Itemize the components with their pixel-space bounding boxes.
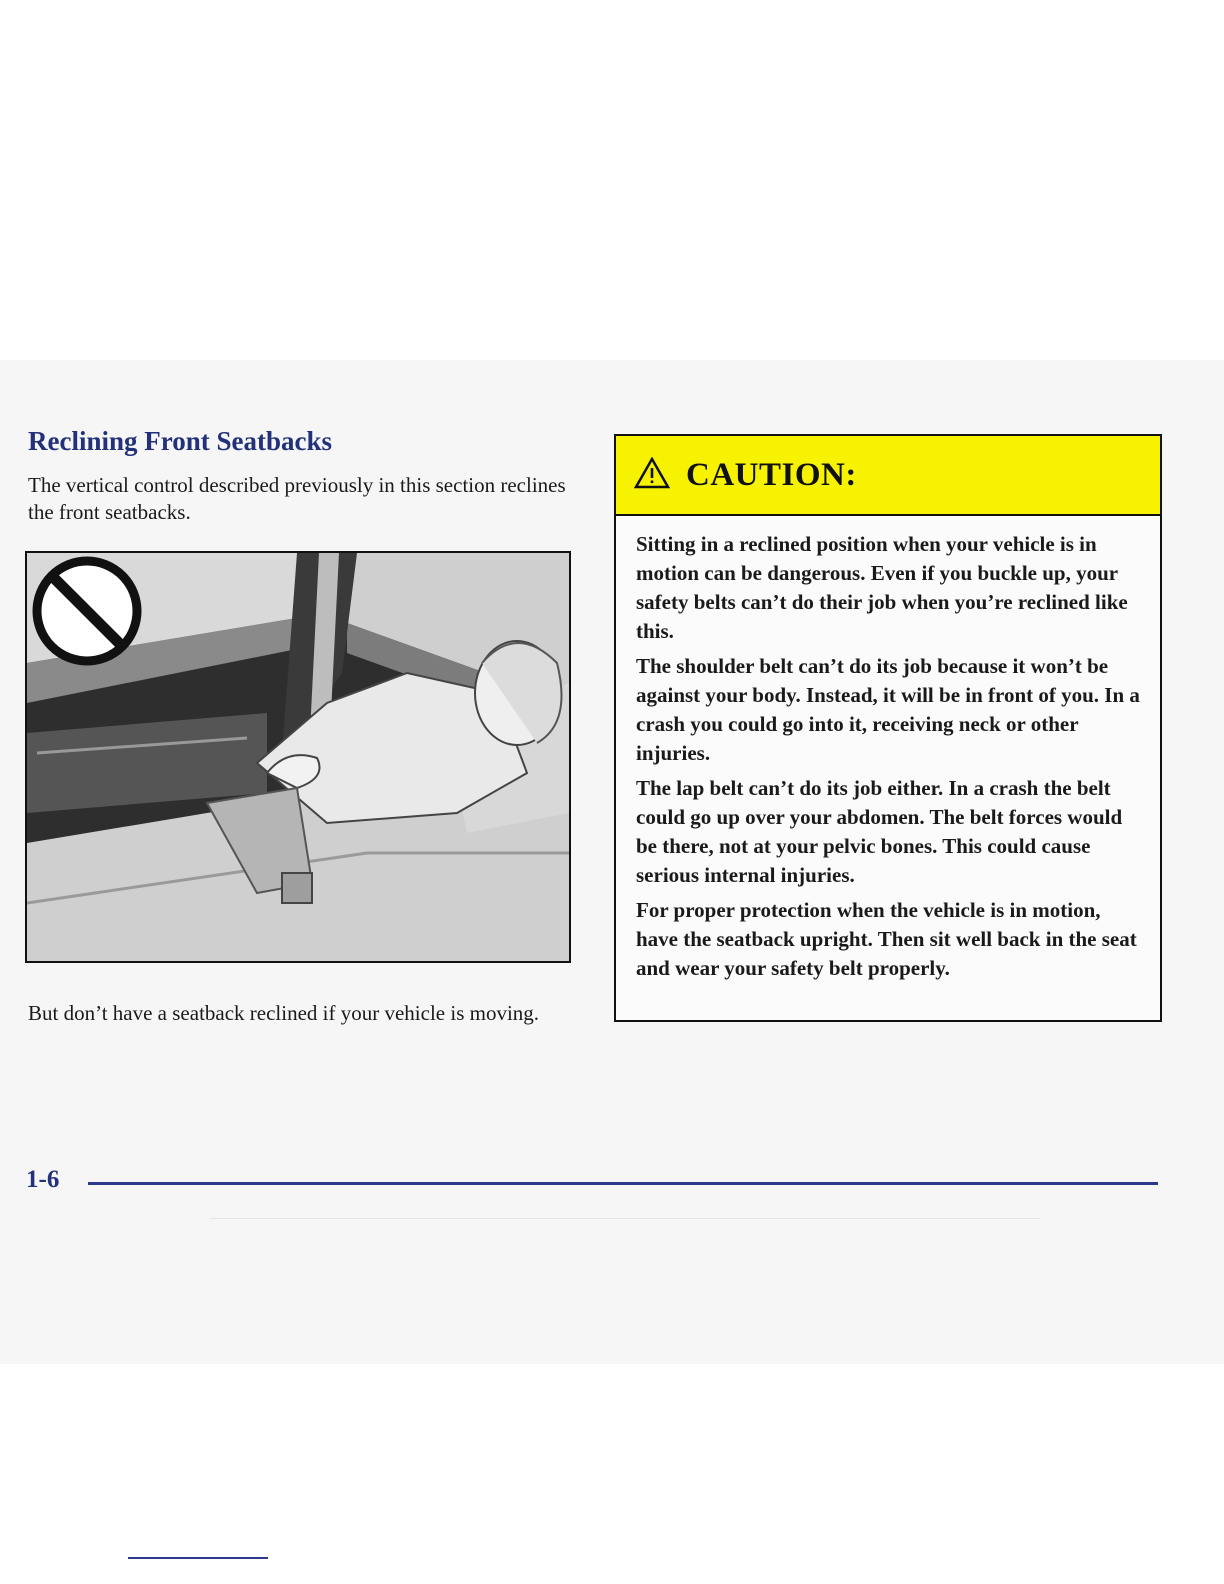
caution-paragraph: The lap belt can’t do its job either. In a crash the belt could go up over your abdomen. The belt forces would be there, not at your pelvic bones. This could cause serious internal injuries. — [636, 776, 1123, 887]
footer-rule — [88, 1182, 1158, 1185]
caution-paragraph: The shoulder belt can’t do its job because it won’t be against your body. Instead, it will be in front of you. In a crash you could go into it, receiving neck or other injuries. — [636, 654, 1140, 765]
reclined-person-drawing — [27, 553, 569, 961]
caption-paragraph: But don’t have a seatback reclined if your vehicle is moving. — [28, 1001, 540, 1025]
caution-header — [616, 436, 1160, 516]
caution-body — [616, 516, 1160, 983]
page-number: 1-6 — [26, 1166, 60, 1193]
caution-title: CAUTION: — [686, 456, 857, 493]
section-title: Reclining Front Seatbacks — [28, 426, 333, 456]
warning-triangle-icon — [634, 457, 670, 494]
intro-paragraph: The vertical control described previously in this section reclines the front seatbacks. — [28, 473, 566, 524]
divider — [210, 1218, 1040, 1219]
caution-paragraph: Sitting in a reclined position when your vehicle is in motion can be dangerous. Even if you buckle up, your safety belts can’t do their job when you’re reclined like this. — [636, 532, 1128, 643]
bottom-rule — [128, 1557, 268, 1559]
prohibition-icon — [37, 561, 137, 661]
reclined-seat-illustration — [25, 551, 571, 963]
caution-box — [614, 434, 1162, 1022]
caution-paragraph: For proper protection when the vehicle is in motion, have the seatback upright. Then sit well back in the seat and wear your safety belt properly. — [636, 898, 1137, 980]
